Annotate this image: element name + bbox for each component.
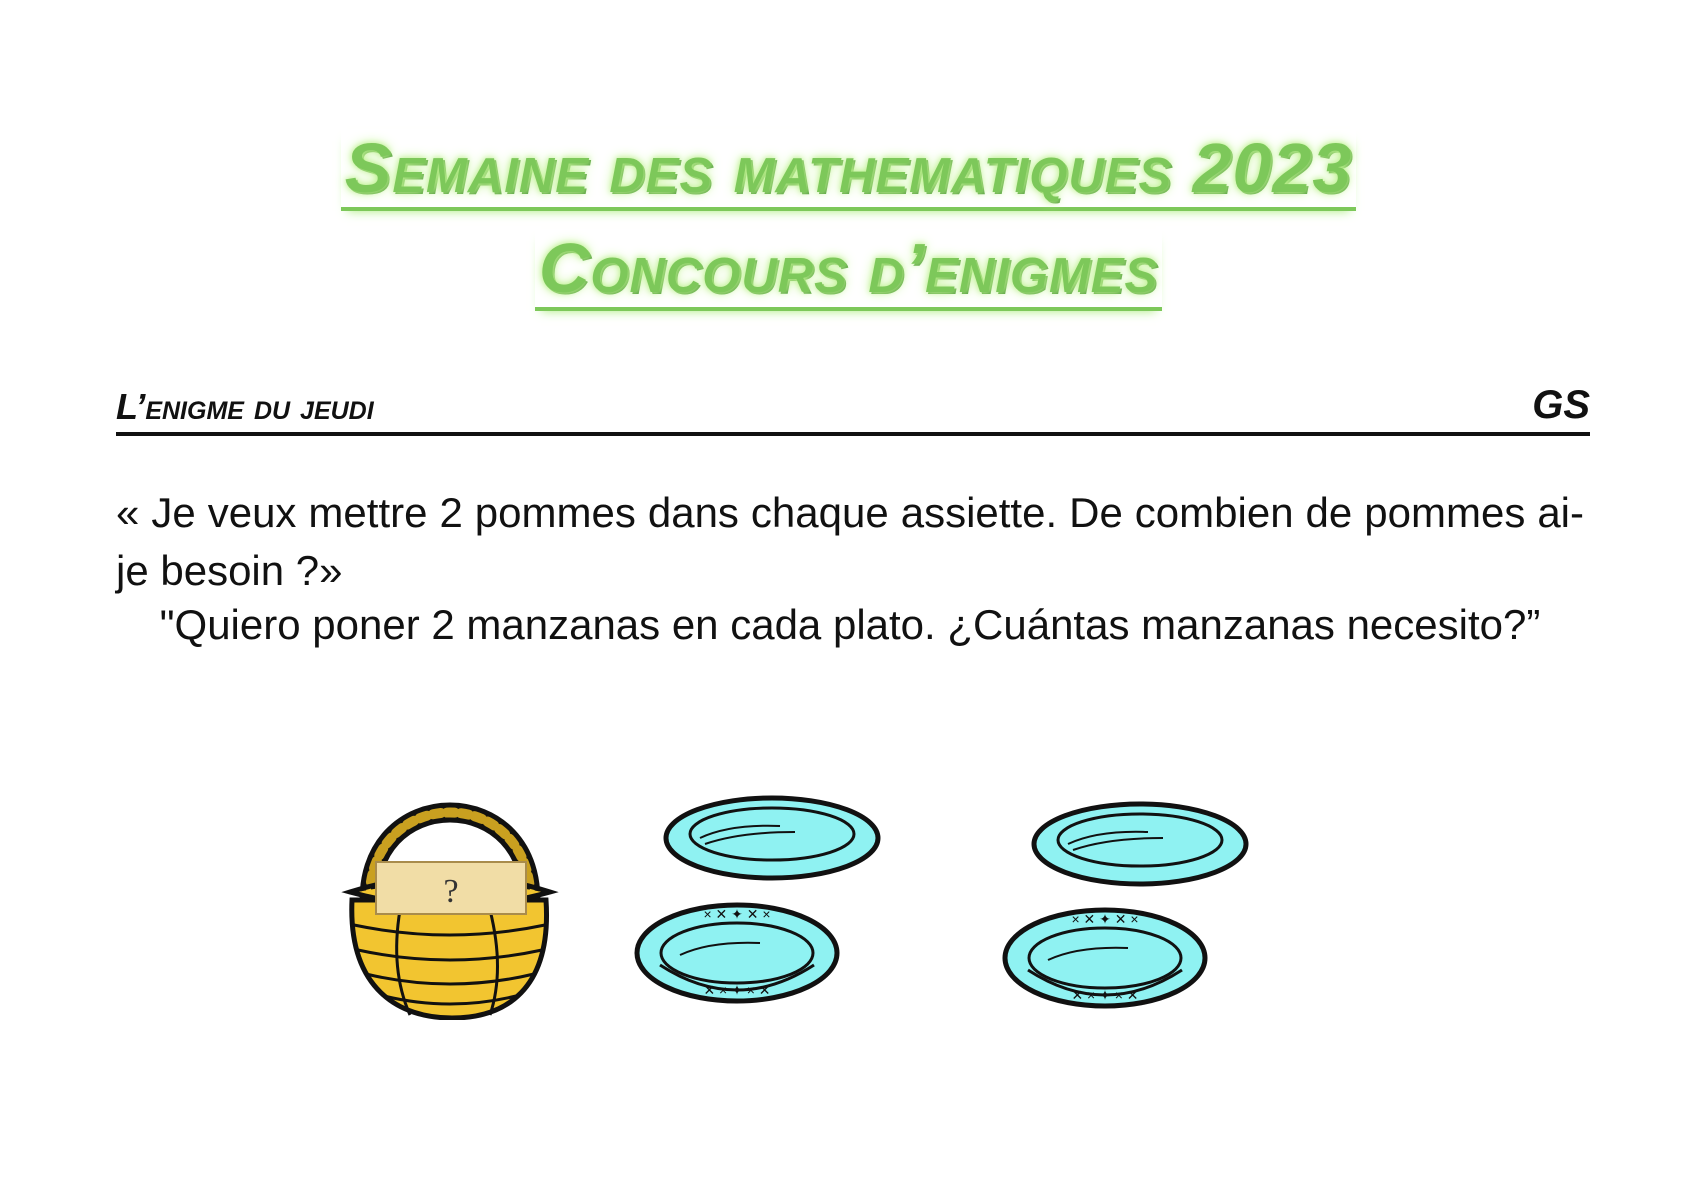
question-spanish: "Quiero poner 2 manzanas en cada plato. ¿Cuántas manzanas necesito?” — [159, 601, 1541, 648]
level-label: GS — [1532, 383, 1590, 427]
title-line-2: Concours d’enigmes — [535, 229, 1162, 311]
page-subtitle — [0, 226, 1697, 310]
plate-bottom-left — [630, 895, 845, 1020]
svg-text:× ✕ ✦ ✕ ×: × ✕ ✦ ✕ × — [1071, 911, 1139, 927]
svg-text:✕ × ✦ × ✕: ✕ × ✦ × ✕ — [703, 982, 771, 998]
basket-illustration — [340, 760, 560, 1020]
svg-text:✕ × ✦ × ✕: ✕ × ✦ × ✕ — [1071, 987, 1139, 1003]
plate-top-left — [660, 788, 885, 888]
svg-text:× ✕ ✦ ✕ ×: × ✕ ✦ ✕ × — [703, 906, 771, 922]
title-line-1: Semaine des mathematiques 2023 — [341, 129, 1357, 211]
section-header — [116, 380, 1590, 436]
basket-question-mark: ? — [443, 873, 459, 910]
page-title — [0, 126, 1697, 210]
plate-top-right — [1028, 794, 1253, 894]
question-french: « Je veux mettre 2 pommes dans chaque assiette. De combien de pommes ai-je besoin ?» — [116, 489, 1584, 594]
plate-bottom-right — [998, 900, 1213, 1025]
section-title: L’enigme du jeudi — [116, 386, 374, 427]
